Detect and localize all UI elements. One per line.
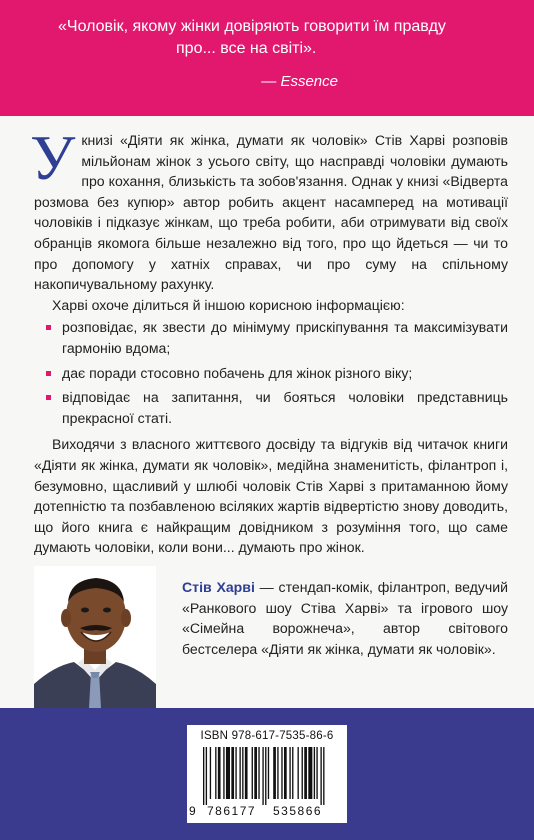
list-item	[34, 387, 508, 428]
barcode-bar	[206, 747, 207, 805]
praise-quote	[58, 16, 488, 60]
top-quote-band	[0, 0, 534, 116]
barcode-bar	[235, 747, 236, 799]
attribution-dash: —	[261, 73, 281, 90]
barcode-bar	[231, 747, 234, 799]
author-bio-text: — стендап-комік, філантроп, ведучий «Ранкового шоу Стіва Харві» та ігрового шоу «Сімейна ворожнеча», автор світового бестселера «Діяти як жінка, думати як чоловік».	[182, 579, 508, 657]
barcode-bar	[252, 747, 253, 799]
barcode-bar	[314, 747, 315, 799]
ean-right-group: 535866	[273, 804, 323, 818]
barcode-bar	[292, 747, 293, 799]
quote-line-2: про... все на світі».	[176, 40, 317, 57]
attribution-source: Essence	[280, 73, 338, 90]
barcode-bar	[210, 747, 211, 799]
barcode-bar	[262, 747, 263, 805]
ean-first-digit: 9	[189, 804, 198, 818]
barcode-bar	[323, 747, 324, 805]
barcode-bar	[304, 747, 307, 799]
barcode-bar	[289, 747, 290, 799]
author-bio	[182, 577, 508, 659]
author-photo	[34, 566, 156, 708]
author-portrait-image	[34, 566, 156, 708]
barcode-bar	[302, 747, 303, 799]
barcode-bar	[277, 747, 278, 799]
barcode-bar	[254, 747, 257, 799]
bullet-square-icon	[46, 325, 51, 330]
bullet-square-icon	[46, 395, 51, 400]
barcode-bar	[218, 747, 221, 799]
barcode-bar	[215, 747, 216, 799]
barcode-bar	[308, 747, 312, 799]
barcode-bar	[320, 747, 321, 805]
blurb-paragraph-3: Виходячи з власного життєвого досвіду та відгуків від читачок книги «Діяти як жінка, думати як чоловік», медійна знаменитість, філантроп і, безумовно, щасливий у шлюбі чоловік Стів Харві з притаманною йому дотепністю та позбавленою всіляких жартів відвертістю знову доводить, що його книга є найкращим довідником з розуміння того, що саме думають чоловіки, коли вони... думають про жінок.	[34, 436, 508, 556]
barcode-bar	[316, 747, 317, 799]
barcode-bar	[226, 747, 230, 799]
barcode-bar	[268, 747, 269, 799]
barcode-bar	[284, 747, 287, 799]
feature-list	[34, 317, 508, 428]
blurb-text	[30, 122, 508, 558]
drop-cap: У	[30, 122, 76, 193]
barcode-bar	[298, 747, 299, 799]
barcode-bar	[242, 747, 243, 799]
barcode-bar	[223, 747, 224, 799]
author-name: Стів Харві	[182, 579, 255, 595]
list-item	[34, 363, 508, 384]
barcode-bar	[239, 747, 240, 799]
blurb-paragraph-1	[30, 122, 508, 295]
barcode-image	[197, 747, 337, 805]
ean-left-group: 786177	[207, 804, 257, 818]
list-item-text: дає поради стосовно побачень для жінок різного віку;	[62, 364, 413, 381]
list-item	[34, 317, 508, 358]
blurb-paragraph-2: Харві охоче ділиться й іншою корисною інформацією:	[52, 296, 405, 313]
barcode-bar	[245, 747, 248, 799]
paragraph-1-text: книзі «Діяти як жінка, думати як чоловік» Стів Харві розповів мільйонам жінок з усього світу, що насправді чоловіки думають про кохання, близькість та зобов'язання. Однак у книзі «Відверта розмова без купюр» автор робить акцент насамперед на мотивації чоловіків і підказує жінкам, що треба робити, аби отримувати від своїх обранців якомога більше незалежно від того, про що йдеться — чи то про допомогу у хатніх справах, чи про суму на спільному накопичувальному рахунку.	[34, 132, 508, 293]
list-item-text: відповідає на запитання, чи бояться чоловіки представниць прекрасної статі.	[62, 389, 508, 426]
barcode-bar	[281, 747, 282, 799]
list-item-text: розповідає, як звести до мінімуму прискіпування та максимізувати гармонію вдома;	[62, 319, 508, 356]
barcode-bar	[273, 747, 276, 799]
bullet-square-icon	[46, 371, 51, 376]
isbn-label: ISBN 978-617-7535-86-6	[200, 730, 334, 742]
quote-attribution	[261, 73, 338, 90]
barcode-panel	[187, 725, 347, 823]
barcode-bar	[258, 747, 259, 799]
barcode-bar	[203, 747, 204, 805]
barcode-bar	[265, 747, 266, 805]
quote-line-1: «Чоловік, якому жінки довіряють говорити їм правду	[58, 18, 446, 35]
